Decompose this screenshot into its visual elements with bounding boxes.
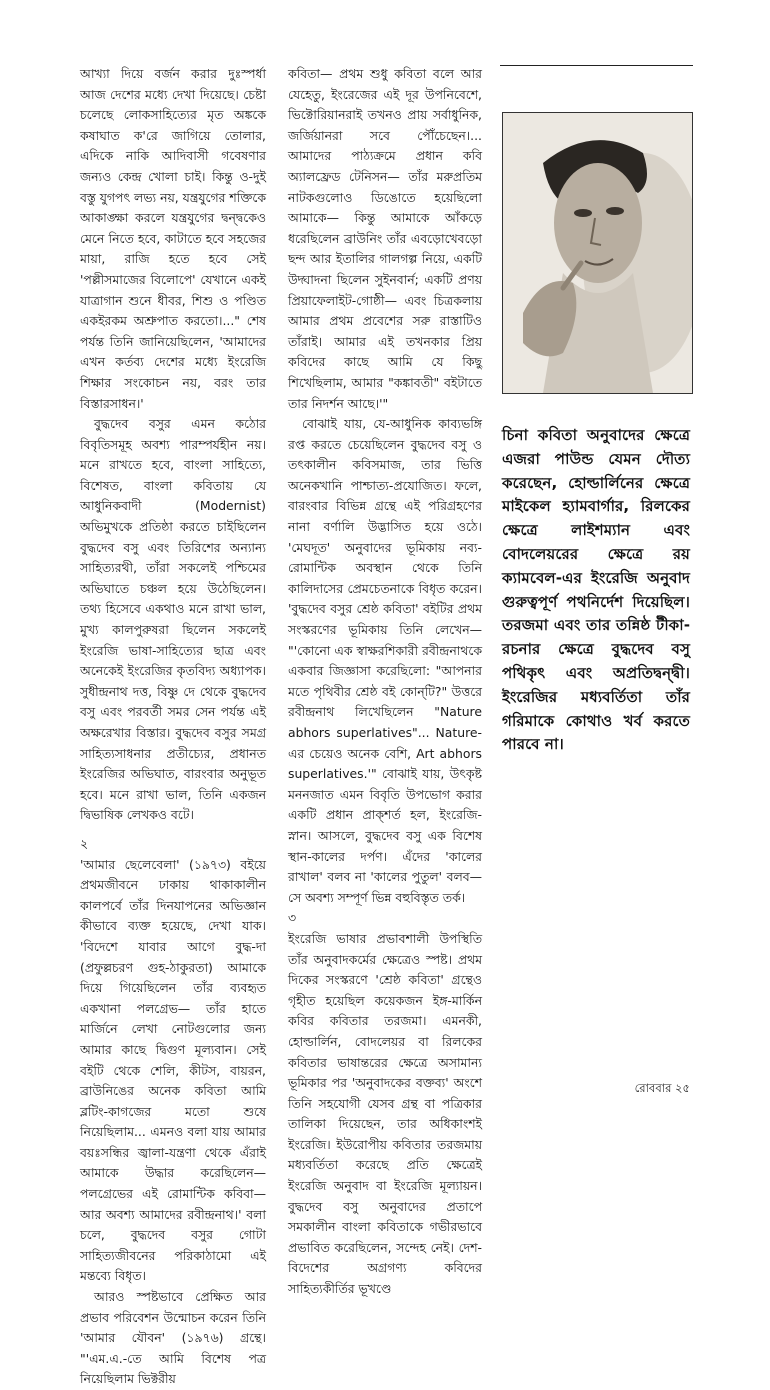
section-number: ২ [80, 835, 89, 851]
article-column-1 [80, 64, 266, 1390]
article-column-2 [288, 64, 482, 1300]
paragraph: আরও স্পষ্টভাবে প্রেক্ষিত আর প্রভাব পরিবেশন উন্মোচন করেন তিনি 'আমার যৌবন' (১৯৭৬) গ্রন্থে। "'এম.এ.-তে আমি বিশেষ পত্র নিয়েছিলাম ভিক্টরীয় [80, 1289, 266, 1387]
paragraph: 'আমার ছেলেবেলা' (১৯৭৩) বইয়ে প্রথমজীবনে ঢাকায় থাকাকালীন কালপর্বে তাঁর দিনযাপনের অভিজ্ঞান কীভাবে ব্যক্ত হয়েছে, দেখা যাক। 'বিদেশে যাবার আগে বুদ্ধ-দা (প্রফুল্লচরণ গুহ-ঠাকুরতা) আমাকে দিয়ে গিয়েছিলেন তাঁর ব্যবহৃত একখানা পলগ্রেভ— তাঁর হাতে মার্জিনে লেখা নোটগুলোর জন্য আমার কাছে দ্বিগুণ মূল্যবান। সেই বইটি থেকে শেলি, কীটস, বায়রন, ব্রাউনিঙের অনেক কবিতা আমি ব্লটিং-কাগজের মতো শুষে নিয়েছিলাম... এমনও বলা যায় আমার বয়ঃসন্ধির জ্বালা-যন্ত্রণা থেকে এঁরাই আমাকে উদ্ধার করেছিলেন— পলগ্রেভের এই রোমান্টিক কবিবা— আর অবশ্য আমাদের রবীন্দ্রনাথ।' বলা চলে, বুদ্ধদেব বসুর গোটা সাহিত্যজীবনের পরিকাঠামো এই মন্তব্যে বিধৃত। [80, 856, 266, 1284]
paragraph: ইংরেজি ভাষার প্রভাবশালী উপস্থিতি তাঁর অনুবাদকর্মের ক্ষেত্রেও স্পষ্ট। প্রথম দিকের সংস্করণে 'শ্রেষ্ঠ কবিতা' গ্রন্থেও গৃহীত হয়েছিল কয়েকজন ইঙ্গ-মার্কিন কবির কবিতার তরজমা। এমনকী, হোল্ডার্লিন, বোদলেয়র বা রিলকের কবিতার ভাষান্তরের ক্ষেত্রে অসামান্য ভূমিকার পর 'অনুবাদকের বক্তব্য' অংশে তিনি সহযোগী যেসব গ্রন্থ বা পত্রিকার তালিকা দিয়েছেন, তার অধিকাংশই ইংরেজি। ইউরোপীয় কবিতার তরজমায় মধ্যবর্তিতা করেছে প্রতি ক্ষেত্রেই ইংরেজি অনুবাদ বা ইংরেজি মূল্যায়ন। বুদ্ধদেব বসু অনুবাদের প্রতাপে সমকালীন বাংলা কবিতাকে গভীরভাবে প্রভাবিত করেছিলেন, সন্দেহ নেই। দেশ-বিদেশের অগ্রগণ্য কবিদের সাহিত্যকীর্তির ভূখণ্ডে [288, 930, 482, 1297]
portrait-illustration [503, 113, 692, 393]
paragraph: বোঝাই যায়, যে-আধুনিক কাব্যভঙ্গি রপ্ত করতে চেয়েছিলেন বুদ্ধদেব বসু ও তৎকালীন কবিসমাজ, তার ভিত্তি অনেকখানি পাশ্চাত্য-প্রযোজিত। ফলে, বারংবার বিভিন্ন গ্রন্থে এই পরিগ্রহণের নানা বর্ণালি উদ্ভাসিত হয়ে ওঠে। 'মেঘদূত' অনুবাদের ভূমিকায় নব্য-রোমান্টিক অবস্থান থেকে তিনি কালিদাসের প্রেমচেতনাকে বিধৃত করেন। 'বুদ্ধদেব বসুর শ্রেষ্ঠ কবিতা' বইটির প্রথম সংস্করণের ভূমিকায় তিনি লেখেন— "'কোনো এক স্বাক্ষরশিকারী রবীন্দ্রনাথকে একবার জিজ্ঞাসা করেছিলো: "আপনার মতে পৃথিবীর শ্রেষ্ঠ বই কোন্‌টি?" উত্তরে রবীন্দ্রনাথ লিখেছিলেন "Nature abhors superlatives"... Nature-এর চেয়েও অনেক বেশি, Art abhors superlatives.'" বোঝাই যায়, উৎকৃষ্ট মননজাত এমন বিবৃতি উপভোগ করার একটি প্রধান প্রাক্‌শর্ত হল, ইংরেজি-স্নান। আসলে, বুদ্ধদেব বসু এক বিশেষ স্থান-কালের দর্পণ। এঁদের 'কালের রাখাল' বলব না 'কালের পুতুল' বলব— সে অবশ্য সম্পূর্ণ ভিন্ন বহুবিস্তৃত তর্ক। [288, 416, 482, 905]
pull-quote: চিনা কবিতা অনুবাদের ক্ষেত্রে এজরা পাউন্ড যেমন দৌত্য করেছেন, হোল্ডার্লিনের ক্ষেত্রে মাইকেল হ্যামবার্গার, রিলকের ক্ষেত্রে লাইশম্যান এবং বোদলেয়রের ক্ষেত্রে রয় ক্যামবেল-এর ইংরেজি অনুবাদ গুরুত্বপূর্ণ পথনির্দেশ দিয়েছিল। তরজমা এবং তার তন্নিষ্ঠ টীকা-রচনার ক্ষেত্রে বুদ্ধদেব বসু পথিকৃৎ এবং অপ্রতিদ্বন্দ্বী। ইংরেজির মধ্যবর্তিতা তাঁর গরিমাকে কোথাও খর্ব করতে পারবে না। [502, 426, 690, 754]
paragraph: কবিতা— প্রথম শুধু কবিতা বলে আর যেহেতু, ইংরেজের এই দূর উপনিবেশে, ভিক্টোরিয়ানরাই তখনও প্রায় সর্বাধুনিক, জর্জিয়ানরা সবে পৌঁচেছেন।... আমাদের পাঠ্যক্রমে প্রধান কবি অ্যালফ্রেড টেনিসন— তাঁর মরুপ্রতিম নাটকগুলোও ডিঙোতে হয়েছিলো আমাকে— কিন্তু আমাকে আঁকড়ে ধরেছিলেন ব্রাউনিং তাঁর এবড়োখেবড়ো ছন্দ আর ইতালির গালগল্প নিয়ে, একটি উদ্ঘাদনা ছিলেন সুইনবার্ন; একটি প্রণয় প্রিয়াফেলাইট-গোষ্ঠী— এবং চিত্রকলায় আমার প্রথম প্রবেশের সরু রাস্তাটিও তাঁরাই। আমার এই তখনকার প্রিয় কবিদের কাছে আমি যে কিছু শিখেছিলাম, আমার "কঙ্কাবতী" বইটাতে তার নিদর্শন আছে।'" [288, 66, 482, 411]
page-footer: রোববার ২৫ [634, 1081, 690, 1095]
paragraph: আখ্যা দিয়ে বর্জন করার দুঃস্পর্ধা আজ দেশের মধ্যে দেখা দিয়েছে। চেষ্টা চলেছে লোকসাহিত্যের মৃত অঙ্ককে কষাঘাত ক'রে জাগিয়ে তোলার, এদিকে নাকি আদিবাসী গবেষণার জন্যও কেন্দ্র খোলা চাই। কিন্তু ও-দুই বস্তু যুগপৎ লভ্য নয়, যন্ত্রযুগের শক্তিকে আকাঙ্ক্ষা করলে যন্ত্রযুগের দ্বন্দ্বকেও মেনে নিতে হবে, কাটাতে হবে সহজের মায়া, রাজি হতে হবে সেই 'পল্লীসমাজের বিলোপে' যেখানে একই যাত্রাগান শুনে ধীবর, শিশু ও পণ্ডিত একইরকম অশ্রুপাত করতো।..." শেষ পর্যন্ত তিনি জানিয়েছিলেন, 'আমাদের এখন কর্তব্য দেশের মধ্যে ইংরেজি শিক্ষার সংকোচন নয়, বরং তার বিস্তারসাধন।' [80, 66, 266, 411]
paragraph: বুদ্ধদেব বসুর এমন কঠোর বিবৃতিসমূহ অবশ্য পারম্পর্যহীন নয়। মনে রাখতে হবে, বাংলা সাহিত্যে, বিশেষত, বাংলা কবিতায় যে আধুনিকবাদী (Modernist) অভিমুখকে প্রতিষ্ঠা করতে চাইছিলেন বুদ্ধদেব বসু এবং তিরিশের অন্যান্য সাহিত্যরথী, তাঁরা সকলেই পশ্চিমের অভিঘাতে চঞ্চল হয়ে উঠেছিলেন। তথ্য হিসেবে একথাও মনে রাখা ভাল, মুখ্য কালপুরুষরা ছিলেন সকলেই ইংরেজি ভাষা-সাহিত্যের ছাত্র এবং অনেকেই ইংরেজির কৃতবিদ্য অধ্যাপক। সুধীন্দ্রনাথ দত্ত, বিষ্ণু দে থেকে বুদ্ধদেব বসু এবং পরবর্তী সমর সেন পর্যন্ত এই অক্ষরেখার বিস্তার। বুদ্ধদেব বসুর সমগ্র সাহিত্যসাধনার প্রতীচ্যের, প্রধানত ইংরেজির অভিঘাত, বারংবার অনুভূত হবে। মনে রাখা ভাল, তিনি একজন দ্বিভাষিক লেখকও বটে। [80, 416, 266, 823]
top-rule [500, 65, 693, 66]
section-number: ৩ [288, 910, 297, 926]
author-portrait-photo [502, 112, 693, 394]
